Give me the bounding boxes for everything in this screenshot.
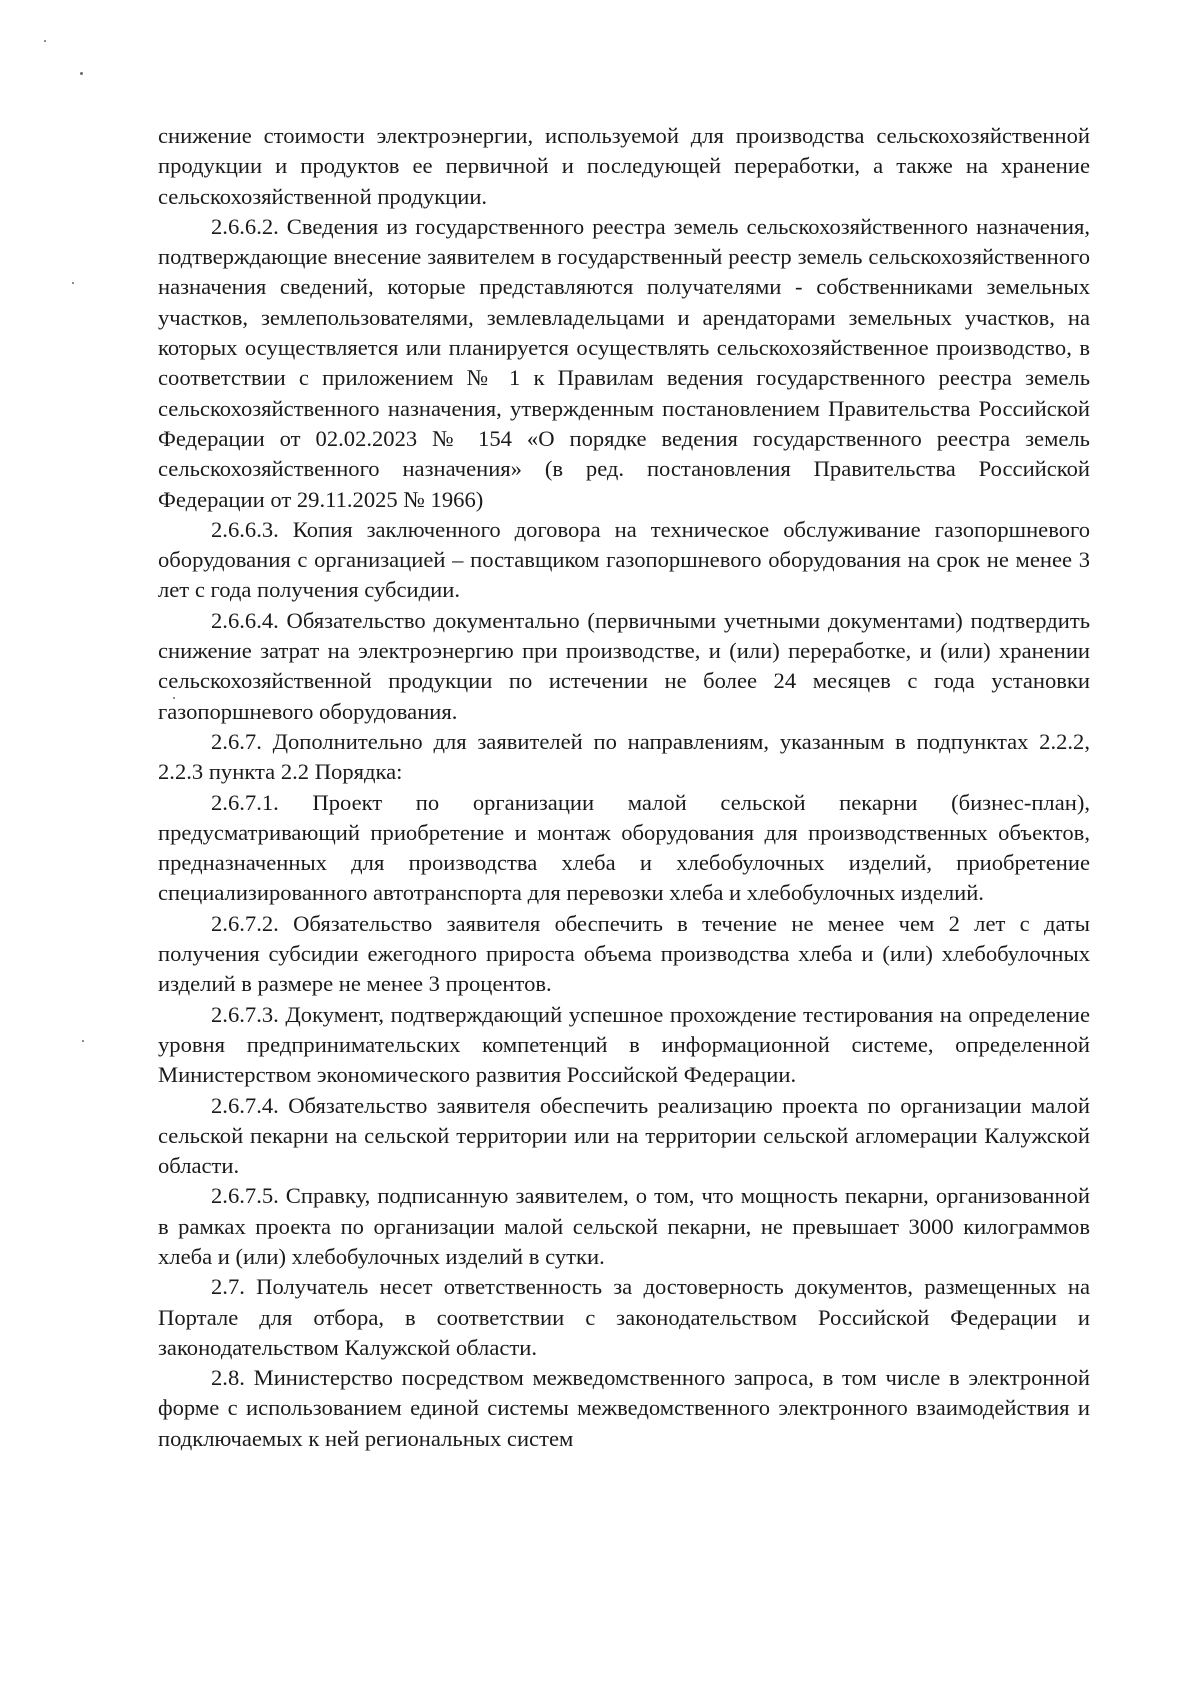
paragraph-2-6-7-1: 2.6.7.1. Проект по организации малой сельской пекарни (бизнес-план), предусматривающий приобретение и монтаж оборудования для производственных объектов, предназначенных для производства хлеба и хлебобулочных изделий, приобретение специализированного автотранспорта для перевозки хлеба и хлебобулочных изделий. [158,789,1090,906]
paragraph-2-6-7-4: 2.6.7.4. Обязательство заявителя обеспечить реализацию проекта по организации малой сельской пекарни на сельской территории или на территории сельской агломерации Калужской области. [158,1092,1090,1179]
paragraph-2-6-7-2: 2.6.7.2. Обязательство заявителя обеспечить в течение не менее чем 2 лет с даты получения субсидии ежегодного прироста объема производства хлеба и (или) хлебобулочных изделий в размере не менее 3 процентов. [158,910,1090,997]
scan-speck [82,1040,84,1042]
paragraph-2-6-6-3: 2.6.6.3. Копия заключенного договора на техническое обслуживание газопоршневого оборудования с организацией – поставщиком газопоршневого оборудования на срок не менее 3 лет с года получения субсидии. [158,516,1090,603]
paragraph-continuation: снижение стоимости электроэнергии, используемой для производства сельскохозяйственной продукции и продуктов ее первичной и последующей переработки, а также на хранение сельскохозяйственной продукции. [158,123,1090,209]
document-body [158,121,1090,1454]
paragraph-2-6-7-5: 2.6.7.5. Справку, подписанную заявителем, о том, что мощность пекарни, организованной в рамках проекта по организации малой сельской пекарни, не превышает 3000 килограммов хлеба и (или) хлебобулочных изделий в сутки. [158,1183,1090,1269]
paragraph-2-6-7: 2.6.7. Дополнительно для заявителей по направлениям, указанным в подпунктах 2.2.2, 2.2.3 пункта 2.2 Порядка: [158,728,1090,785]
scan-speck [72,282,74,284]
paragraph-2-6-6-2: 2.6.6.2. Сведения из государственного реестра земель сельскохозяйственного назначения, подтверждающие внесение заявителем в государственный реестр земель сельскохозяйственного назначения сведений, которые представляются получателями - собственниками земельных участков, землепользователями, землевладельцами и арендаторами земельных участков, на которых осуществляется или планируется осуществлять сельскохозяйственное производство, в соответствии с приложением № 1 к Правилам ведения государственного реестра земель сельскохозяйственного назначения, утвержденным постановлением Правительства Российской Федерации от 02.02.2023 № 154 «О порядке ведения государственного реестра земель сельскохозяйственного назначения» (в ред. постановления Правительства Российской Федерации от 29.11.2025 № 1966) [158,213,1090,512]
paragraph-2-8: 2.8. Министерство посредством межведомственного запроса, в том числе в электронной форме с использованием единой системы межведомственного электронного взаимодействия и подключаемых к ней региональных систем [158,1365,1090,1451]
paragraph-2-6-6-4: 2.6.6.4. Обязательство документально (первичными учетными документами) подтвердить снижение затрат на электроэнергию при производстве, и (или) переработке, и (или) хранении сельскохозяйственной продукции по истечении не более 24 месяцев с года установки газопоршневого оборудования. [158,607,1090,724]
paragraph-2-6-7-3: 2.6.7.3. Документ, подтверждающий успешное прохождение тестирования на определение уровня предпринимательских компетенций в информационной системе, определенной Министерством экономического развития Российской Федерации. [158,1001,1090,1088]
paragraph-2-7: 2.7. Получатель несет ответственность за достоверность документов, размещенных на Портале для отбора, в соответствии с законодательством Российской Федерации и законодательством Калужской области. [158,1274,1090,1360]
scan-speck [80,72,83,75]
scan-speck [44,40,46,42]
